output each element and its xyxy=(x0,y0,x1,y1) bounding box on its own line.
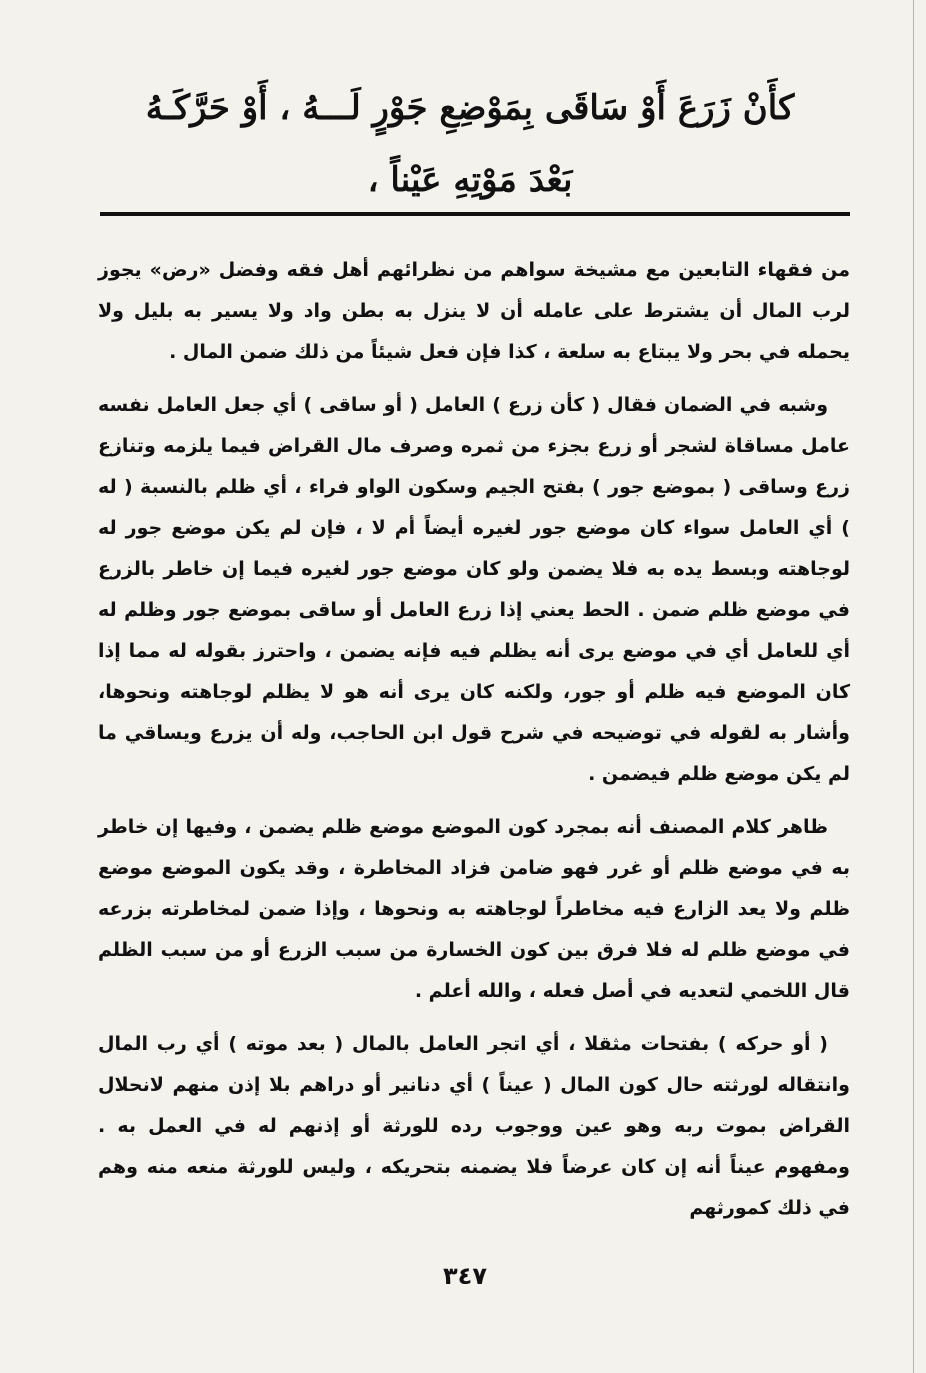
page-edge xyxy=(913,0,914,1373)
page-number: ٣٤٧ xyxy=(443,1262,487,1290)
paragraph-1: من فقهاء التابعين مع مشيخة سواهم من نظرائهم أهل فقه وفضل «رض» يجوز لرب المال أن يشترط على عامله أن لا ينزل به بطن واد ولا يسير به بليل ولا يحمله في بحر ولا يبتاع به سلعة ، كذا فإن فعل شيئاً من ذلك ضمن المال . xyxy=(98,259,850,363)
heading-divider xyxy=(100,212,850,216)
paragraph-3: ظاهر كلام المصنف أنه بمجرد كون الموضع موضع ظلم يضمن ، وفيها إن خاطر به في موضع ظلم أو غرر فهو ضامن فزاد المخاطرة ، وقد يكون الموضع موضع ظلم ولا يعد الزارع فيه مخاطراً لوجاهته به ونحوها ، وإذا ضمن لمخاطرته بزرعه في موضع ظلم له فلا فرق بين كون الخسارة من سبب الزرع أو من سبب الظلم قال اللخمي لتعديه في أصل فعله ، والله أعلم . xyxy=(98,816,850,1002)
verse-heading-line-1: كأَنْ زَرَعَ أَوْ سَاقَى بِمَوْضِعِ جَوْرٍ لَـــهُ ، أَوْ حَرَّكَـهُ xyxy=(145,88,795,128)
paragraph-2: وشبه في الضمان فقال ( كأن زرع ) العامل ( أو ساقى ) أي جعل العامل نفسه عامل مساقاة لشجر أو زرع بجزء من ثمره وصرف مال القراض فيما يلزمه وتنازع زرع وساقى ( بموضع جور ) بفتح الجيم وسكون الواو فراء ، أي ظلم بالنسبة ( له ) أي العامل سواء كان موضع جور لغيره أيضاً أم لا ، فإن لم يكن موضع جور له لوجاهته وبسط يده به فلا يضمن ولو كان موضع جور لغيره فيما إن خاطر بالزرع في موضع ظلم ضمن . الحط يعني إذا زرع العامل أو ساقى بموضع جور وظلم له أي للعامل أي في موضع يرى أنه يظلم فيه فإنه يضمن ، واحترز بقوله له مما إذا كان الموضع فيه ظلم أو جور، ولكنه كان يرى أنه هو لا يظلم لوجاهته ونحوها، وأشار به لقوله في توضيحه في شرح قول ابن الحاجب، وله أن يزرع ويساقي ما لم يكن موضع ظلم فيضمن . xyxy=(98,394,850,785)
verse-heading-line-2: بَعْدَ مَوْتِهِ عَيْناً ، xyxy=(367,160,573,200)
commentary-body xyxy=(98,250,850,1241)
paragraph-4: ( أو حركه ) بفتحات مثقلا ، أي اتجر العامل بالمال ( بعد موته ) أي رب المال وانتقاله لورثته حال كون المال ( عيناً ) أي دنانير أو دراهم بلا إذن منهم لانحلال القراض بموت ربه وهو عين ووجوب رده للورثة أو إذنهم له في العمل به . ومفهوم عيناً أنه إن كان عرضاً فلا يضمنه بتحريكه ، وليس للورثة منعه منه وهم في ذلك كمورثهم xyxy=(98,1033,850,1219)
verse-heading xyxy=(90,72,850,216)
